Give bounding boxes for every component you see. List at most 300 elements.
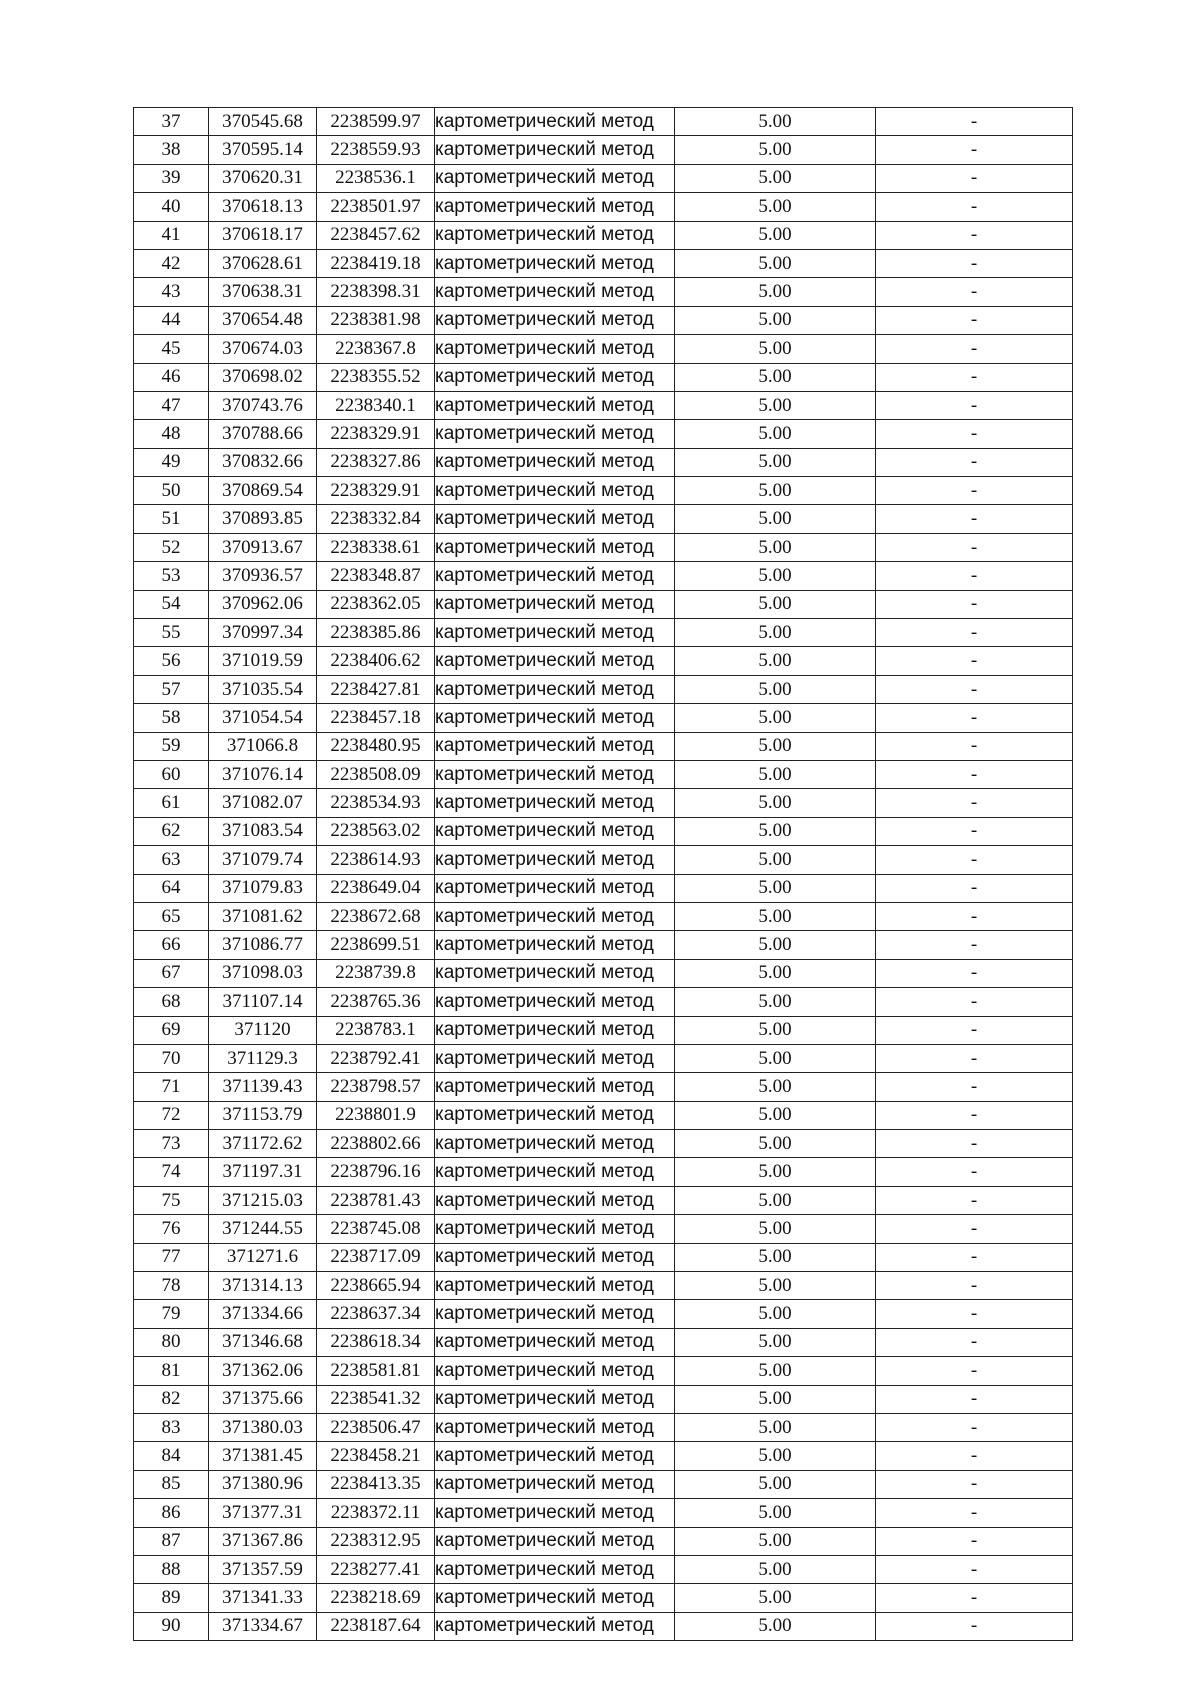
x-coordinate-cell: 371139.43 — [209, 1073, 317, 1101]
description-cell: - — [876, 874, 1073, 902]
y-coordinate-cell: 2238536.1 — [317, 164, 435, 192]
table-row — [134, 1158, 1073, 1186]
point-number-cell: 82 — [134, 1385, 209, 1413]
method-cell: картометрический метод — [435, 1328, 675, 1356]
table-row — [134, 1073, 1073, 1101]
y-coordinate-cell: 2238506.47 — [317, 1413, 435, 1441]
description-cell: - — [876, 1357, 1073, 1385]
description-cell: - — [876, 193, 1073, 221]
accuracy-cell: 5.00 — [675, 193, 876, 221]
y-coordinate-cell: 2238340.1 — [317, 391, 435, 419]
x-coordinate-cell: 370620.31 — [209, 164, 317, 192]
method-cell: картометрический метод — [435, 988, 675, 1016]
method-cell: картометрический метод — [435, 391, 675, 419]
y-coordinate-cell: 2238348.87 — [317, 562, 435, 590]
y-coordinate-cell: 2238355.52 — [317, 363, 435, 391]
description-cell: - — [876, 988, 1073, 1016]
x-coordinate-cell: 371271.6 — [209, 1243, 317, 1271]
method-cell: картометрический метод — [435, 1385, 675, 1413]
accuracy-cell: 5.00 — [675, 732, 876, 760]
accuracy-cell: 5.00 — [675, 846, 876, 874]
description-cell: - — [876, 1584, 1073, 1612]
x-coordinate-cell: 371079.83 — [209, 874, 317, 902]
table-row — [134, 1130, 1073, 1158]
table-row — [134, 874, 1073, 902]
table-row — [134, 704, 1073, 732]
x-coordinate-cell: 371153.79 — [209, 1101, 317, 1129]
method-cell: картометрический метод — [435, 732, 675, 760]
accuracy-cell: 5.00 — [675, 335, 876, 363]
y-coordinate-cell: 2238427.81 — [317, 675, 435, 703]
x-coordinate-cell: 371377.31 — [209, 1499, 317, 1527]
y-coordinate-cell: 2238781.43 — [317, 1186, 435, 1214]
x-coordinate-cell: 370743.76 — [209, 391, 317, 419]
table-row — [134, 477, 1073, 505]
table-row — [134, 1470, 1073, 1498]
point-number-cell: 64 — [134, 874, 209, 902]
accuracy-cell: 5.00 — [675, 760, 876, 788]
table-row — [134, 221, 1073, 249]
table-row — [134, 1300, 1073, 1328]
x-coordinate-cell: 371367.86 — [209, 1527, 317, 1555]
table-row — [134, 1612, 1073, 1640]
x-coordinate-cell: 371375.66 — [209, 1385, 317, 1413]
y-coordinate-cell: 2238480.95 — [317, 732, 435, 760]
table-row — [134, 306, 1073, 334]
table-row — [134, 448, 1073, 476]
table-row — [134, 1527, 1073, 1555]
table-row — [134, 789, 1073, 817]
point-number-cell: 47 — [134, 391, 209, 419]
description-cell: - — [876, 391, 1073, 419]
description-cell: - — [876, 306, 1073, 334]
point-number-cell: 77 — [134, 1243, 209, 1271]
description-cell: - — [876, 1073, 1073, 1101]
method-cell: картометрический метод — [435, 902, 675, 930]
method-cell: картометрический метод — [435, 1499, 675, 1527]
method-cell: картометрический метод — [435, 278, 675, 306]
accuracy-cell: 5.00 — [675, 420, 876, 448]
accuracy-cell: 5.00 — [675, 1158, 876, 1186]
y-coordinate-cell: 2238372.11 — [317, 1499, 435, 1527]
point-number-cell: 37 — [134, 108, 209, 136]
accuracy-cell: 5.00 — [675, 1130, 876, 1158]
method-cell: картометрический метод — [435, 335, 675, 363]
description-cell: - — [876, 590, 1073, 618]
y-coordinate-cell: 2238649.04 — [317, 874, 435, 902]
table-row — [134, 505, 1073, 533]
accuracy-cell: 5.00 — [675, 1442, 876, 1470]
table-row — [134, 420, 1073, 448]
point-number-cell: 83 — [134, 1413, 209, 1441]
method-cell: картометрический метод — [435, 1101, 675, 1129]
method-cell: картометрический метод — [435, 1016, 675, 1044]
method-cell: картометрический метод — [435, 193, 675, 221]
description-cell: - — [876, 1328, 1073, 1356]
table-row — [134, 1243, 1073, 1271]
accuracy-cell: 5.00 — [675, 1527, 876, 1555]
y-coordinate-cell: 2238792.41 — [317, 1044, 435, 1072]
table-row — [134, 335, 1073, 363]
method-cell: картометрический метод — [435, 1527, 675, 1555]
description-cell: - — [876, 420, 1073, 448]
table-row — [134, 619, 1073, 647]
accuracy-cell: 5.00 — [675, 619, 876, 647]
method-cell: картометрический метод — [435, 136, 675, 164]
x-coordinate-cell: 371081.62 — [209, 902, 317, 930]
method-cell: картометрический метод — [435, 1186, 675, 1214]
point-number-cell: 56 — [134, 647, 209, 675]
y-coordinate-cell: 2238508.09 — [317, 760, 435, 788]
x-coordinate-cell: 370545.68 — [209, 108, 317, 136]
y-coordinate-cell: 2238534.93 — [317, 789, 435, 817]
x-coordinate-cell: 371076.14 — [209, 760, 317, 788]
point-number-cell: 90 — [134, 1612, 209, 1640]
point-number-cell: 46 — [134, 363, 209, 391]
description-cell: - — [876, 732, 1073, 760]
accuracy-cell: 5.00 — [675, 789, 876, 817]
table-row — [134, 959, 1073, 987]
method-cell: картометрический метод — [435, 1044, 675, 1072]
description-cell: - — [876, 448, 1073, 476]
point-number-cell: 81 — [134, 1357, 209, 1385]
accuracy-cell: 5.00 — [675, 647, 876, 675]
accuracy-cell: 5.00 — [675, 931, 876, 959]
point-number-cell: 68 — [134, 988, 209, 1016]
method-cell: картометрический метод — [435, 1413, 675, 1441]
description-cell: - — [876, 108, 1073, 136]
accuracy-cell: 5.00 — [675, 1555, 876, 1583]
x-coordinate-cell: 371082.07 — [209, 789, 317, 817]
point-number-cell: 84 — [134, 1442, 209, 1470]
method-cell: картометрический метод — [435, 108, 675, 136]
accuracy-cell: 5.00 — [675, 249, 876, 277]
point-number-cell: 53 — [134, 562, 209, 590]
method-cell: картометрический метод — [435, 874, 675, 902]
table-row — [134, 533, 1073, 561]
point-number-cell: 44 — [134, 306, 209, 334]
y-coordinate-cell: 2238637.34 — [317, 1300, 435, 1328]
table-row — [134, 278, 1073, 306]
accuracy-cell: 5.00 — [675, 306, 876, 334]
accuracy-cell: 5.00 — [675, 1470, 876, 1498]
x-coordinate-cell: 370595.14 — [209, 136, 317, 164]
table-row — [134, 1186, 1073, 1214]
table-row — [134, 1499, 1073, 1527]
point-number-cell: 58 — [134, 704, 209, 732]
y-coordinate-cell: 2238367.8 — [317, 335, 435, 363]
table-row — [134, 1101, 1073, 1129]
method-cell: картометрический метод — [435, 1158, 675, 1186]
table-row — [134, 1357, 1073, 1385]
x-coordinate-cell: 371362.06 — [209, 1357, 317, 1385]
x-coordinate-cell: 370628.61 — [209, 249, 317, 277]
x-coordinate-cell: 371098.03 — [209, 959, 317, 987]
description-cell: - — [876, 1215, 1073, 1243]
table-row — [134, 1413, 1073, 1441]
y-coordinate-cell: 2238398.31 — [317, 278, 435, 306]
method-cell: картометрический метод — [435, 1073, 675, 1101]
method-cell: картометрический метод — [435, 505, 675, 533]
method-cell: картометрический метод — [435, 619, 675, 647]
table-row — [134, 675, 1073, 703]
point-number-cell: 74 — [134, 1158, 209, 1186]
description-cell: - — [876, 1016, 1073, 1044]
x-coordinate-cell: 370962.06 — [209, 590, 317, 618]
x-coordinate-cell: 371083.54 — [209, 817, 317, 845]
x-coordinate-cell: 371079.74 — [209, 846, 317, 874]
x-coordinate-cell: 371380.03 — [209, 1413, 317, 1441]
method-cell: картометрический метод — [435, 704, 675, 732]
table-row — [134, 1328, 1073, 1356]
method-cell: картометрический метод — [435, 363, 675, 391]
point-number-cell: 42 — [134, 249, 209, 277]
x-coordinate-cell: 371086.77 — [209, 931, 317, 959]
point-number-cell: 61 — [134, 789, 209, 817]
description-cell: - — [876, 221, 1073, 249]
method-cell: картометрический метод — [435, 931, 675, 959]
description-cell: - — [876, 505, 1073, 533]
description-cell: - — [876, 931, 1073, 959]
description-cell: - — [876, 1527, 1073, 1555]
description-cell: - — [876, 335, 1073, 363]
point-number-cell: 55 — [134, 619, 209, 647]
x-coordinate-cell: 371066.8 — [209, 732, 317, 760]
description-cell: - — [876, 533, 1073, 561]
point-number-cell: 45 — [134, 335, 209, 363]
accuracy-cell: 5.00 — [675, 817, 876, 845]
point-number-cell: 88 — [134, 1555, 209, 1583]
point-number-cell: 51 — [134, 505, 209, 533]
x-coordinate-cell: 371215.03 — [209, 1186, 317, 1214]
accuracy-cell: 5.00 — [675, 988, 876, 1016]
description-cell: - — [876, 789, 1073, 817]
x-coordinate-cell: 371334.66 — [209, 1300, 317, 1328]
y-coordinate-cell: 2238501.97 — [317, 193, 435, 221]
accuracy-cell: 5.00 — [675, 1300, 876, 1328]
description-cell: - — [876, 902, 1073, 930]
description-cell: - — [876, 1158, 1073, 1186]
x-coordinate-cell: 371244.55 — [209, 1215, 317, 1243]
accuracy-cell: 5.00 — [675, 1215, 876, 1243]
x-coordinate-cell: 371107.14 — [209, 988, 317, 1016]
accuracy-cell: 5.00 — [675, 164, 876, 192]
accuracy-cell: 5.00 — [675, 1016, 876, 1044]
description-cell: - — [876, 1186, 1073, 1214]
accuracy-cell: 5.00 — [675, 108, 876, 136]
description-cell: - — [876, 1413, 1073, 1441]
x-coordinate-cell: 371120 — [209, 1016, 317, 1044]
description-cell: - — [876, 164, 1073, 192]
description-cell: - — [876, 647, 1073, 675]
method-cell: картометрический метод — [435, 846, 675, 874]
point-number-cell: 79 — [134, 1300, 209, 1328]
method-cell: картометрический метод — [435, 249, 675, 277]
accuracy-cell: 5.00 — [675, 505, 876, 533]
y-coordinate-cell: 2238765.36 — [317, 988, 435, 1016]
method-cell: картометрический метод — [435, 533, 675, 561]
description-cell: - — [876, 619, 1073, 647]
method-cell: картометрический метод — [435, 1555, 675, 1583]
table-row — [134, 817, 1073, 845]
x-coordinate-cell: 371172.62 — [209, 1130, 317, 1158]
y-coordinate-cell: 2238745.08 — [317, 1215, 435, 1243]
x-coordinate-cell: 370869.54 — [209, 477, 317, 505]
point-number-cell: 73 — [134, 1130, 209, 1158]
point-number-cell: 43 — [134, 278, 209, 306]
table-row — [134, 590, 1073, 618]
table-row — [134, 562, 1073, 590]
coordinates-table — [133, 107, 1073, 1641]
description-cell: - — [876, 1385, 1073, 1413]
method-cell: картометрический метод — [435, 477, 675, 505]
description-cell: - — [876, 1300, 1073, 1328]
description-cell: - — [876, 1243, 1073, 1271]
accuracy-cell: 5.00 — [675, 136, 876, 164]
x-coordinate-cell: 371197.31 — [209, 1158, 317, 1186]
x-coordinate-cell: 370698.02 — [209, 363, 317, 391]
y-coordinate-cell: 2238277.41 — [317, 1555, 435, 1583]
table-row — [134, 164, 1073, 192]
y-coordinate-cell: 2238332.84 — [317, 505, 435, 533]
description-cell: - — [876, 704, 1073, 732]
table-row — [134, 1385, 1073, 1413]
point-number-cell: 41 — [134, 221, 209, 249]
method-cell: картометрический метод — [435, 1612, 675, 1640]
point-number-cell: 78 — [134, 1272, 209, 1300]
method-cell: картометрический метод — [435, 760, 675, 788]
description-cell: - — [876, 1272, 1073, 1300]
table-row — [134, 988, 1073, 1016]
table-row — [134, 1272, 1073, 1300]
accuracy-cell: 5.00 — [675, 278, 876, 306]
x-coordinate-cell: 371357.59 — [209, 1555, 317, 1583]
coordinates-table-body — [134, 108, 1073, 1641]
table-row — [134, 363, 1073, 391]
method-cell: картометрический метод — [435, 306, 675, 334]
point-number-cell: 67 — [134, 959, 209, 987]
point-number-cell: 72 — [134, 1101, 209, 1129]
y-coordinate-cell: 2238419.18 — [317, 249, 435, 277]
point-number-cell: 66 — [134, 931, 209, 959]
method-cell: картометрический метод — [435, 164, 675, 192]
x-coordinate-cell: 371346.68 — [209, 1328, 317, 1356]
method-cell: картометрический метод — [435, 1243, 675, 1271]
point-number-cell: 54 — [134, 590, 209, 618]
x-coordinate-cell: 370788.66 — [209, 420, 317, 448]
y-coordinate-cell: 2238796.16 — [317, 1158, 435, 1186]
x-coordinate-cell: 370618.17 — [209, 221, 317, 249]
point-number-cell: 62 — [134, 817, 209, 845]
method-cell: картометрический метод — [435, 590, 675, 618]
point-number-cell: 75 — [134, 1186, 209, 1214]
description-cell: - — [876, 1470, 1073, 1498]
y-coordinate-cell: 2238457.18 — [317, 704, 435, 732]
point-number-cell: 59 — [134, 732, 209, 760]
table-row — [134, 1215, 1073, 1243]
x-coordinate-cell: 371341.33 — [209, 1584, 317, 1612]
y-coordinate-cell: 2238783.1 — [317, 1016, 435, 1044]
description-cell: - — [876, 477, 1073, 505]
y-coordinate-cell: 2238665.94 — [317, 1272, 435, 1300]
table-row — [134, 193, 1073, 221]
method-cell: картометрический метод — [435, 1300, 675, 1328]
y-coordinate-cell: 2238329.91 — [317, 420, 435, 448]
accuracy-cell: 5.00 — [675, 675, 876, 703]
description-cell: - — [876, 675, 1073, 703]
accuracy-cell: 5.00 — [675, 1413, 876, 1441]
description-cell: - — [876, 1130, 1073, 1158]
accuracy-cell: 5.00 — [675, 533, 876, 561]
point-number-cell: 63 — [134, 846, 209, 874]
y-coordinate-cell: 2238381.98 — [317, 306, 435, 334]
description-cell: - — [876, 562, 1073, 590]
y-coordinate-cell: 2238312.95 — [317, 1527, 435, 1555]
table-row — [134, 1442, 1073, 1470]
point-number-cell: 38 — [134, 136, 209, 164]
method-cell: картометрический метод — [435, 1130, 675, 1158]
y-coordinate-cell: 2238385.86 — [317, 619, 435, 647]
accuracy-cell: 5.00 — [675, 1272, 876, 1300]
x-coordinate-cell: 371035.54 — [209, 675, 317, 703]
point-number-cell: 80 — [134, 1328, 209, 1356]
y-coordinate-cell: 2238614.93 — [317, 846, 435, 874]
method-cell: картометрический метод — [435, 817, 675, 845]
accuracy-cell: 5.00 — [675, 902, 876, 930]
table-row — [134, 732, 1073, 760]
x-coordinate-cell: 371334.67 — [209, 1612, 317, 1640]
table-row — [134, 1044, 1073, 1072]
table-row — [134, 136, 1073, 164]
y-coordinate-cell: 2238618.34 — [317, 1328, 435, 1356]
accuracy-cell: 5.00 — [675, 1499, 876, 1527]
accuracy-cell: 5.00 — [675, 959, 876, 987]
y-coordinate-cell: 2238458.21 — [317, 1442, 435, 1470]
x-coordinate-cell: 370936.57 — [209, 562, 317, 590]
y-coordinate-cell: 2238798.57 — [317, 1073, 435, 1101]
description-cell: - — [876, 249, 1073, 277]
description-cell: - — [876, 846, 1073, 874]
description-cell: - — [876, 278, 1073, 306]
accuracy-cell: 5.00 — [675, 363, 876, 391]
y-coordinate-cell: 2238739.8 — [317, 959, 435, 987]
method-cell: картометрический метод — [435, 1442, 675, 1470]
method-cell: картометрический метод — [435, 420, 675, 448]
y-coordinate-cell: 2238563.02 — [317, 817, 435, 845]
description-cell: - — [876, 1101, 1073, 1129]
point-number-cell: 87 — [134, 1527, 209, 1555]
x-coordinate-cell: 370997.34 — [209, 619, 317, 647]
method-cell: картометрический метод — [435, 1357, 675, 1385]
table-row — [134, 902, 1073, 930]
table-row — [134, 1555, 1073, 1583]
x-coordinate-cell: 370913.67 — [209, 533, 317, 561]
description-cell: - — [876, 1555, 1073, 1583]
accuracy-cell: 5.00 — [675, 448, 876, 476]
y-coordinate-cell: 2238802.66 — [317, 1130, 435, 1158]
method-cell: картометрический метод — [435, 1470, 675, 1498]
accuracy-cell: 5.00 — [675, 1357, 876, 1385]
method-cell: картометрический метод — [435, 448, 675, 476]
table-row — [134, 249, 1073, 277]
x-coordinate-cell: 370638.31 — [209, 278, 317, 306]
method-cell: картометрический метод — [435, 1584, 675, 1612]
accuracy-cell: 5.00 — [675, 1612, 876, 1640]
method-cell: картометрический метод — [435, 647, 675, 675]
point-number-cell: 52 — [134, 533, 209, 561]
accuracy-cell: 5.00 — [675, 221, 876, 249]
x-coordinate-cell: 371380.96 — [209, 1470, 317, 1498]
